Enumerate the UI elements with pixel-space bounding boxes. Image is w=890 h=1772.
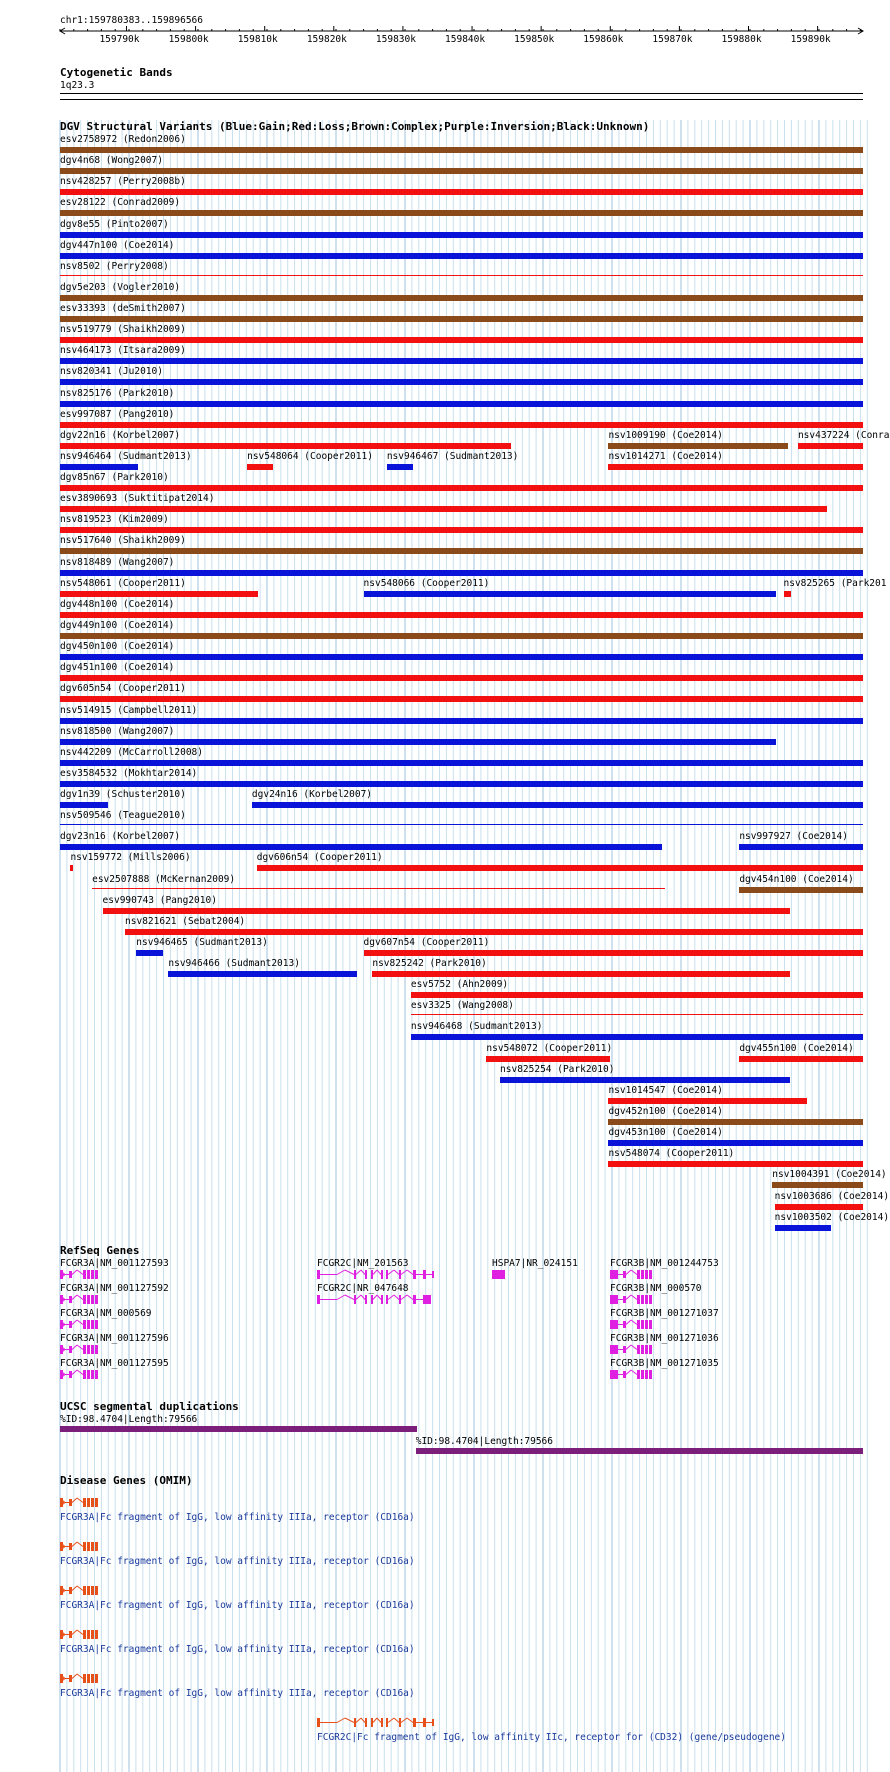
sv-label[interactable]: esv3890693 (Suktitipat2014) xyxy=(60,493,215,505)
sv-label[interactable]: nsv819523 (Kim2009) xyxy=(60,514,169,526)
refseq-gene-label[interactable]: FCGR3A|NM_001127596 xyxy=(60,1333,169,1344)
ruler-tick-label: 159830k xyxy=(375,34,416,45)
sv-label[interactable]: esv3584532 (Mokhtar2014) xyxy=(60,767,198,779)
sv-label[interactable]: nsv825176 (Park2010) xyxy=(60,387,175,399)
sv-label[interactable]: esv2507888 (McKernan2009) xyxy=(92,873,236,885)
ruler-tick-label: 159880k xyxy=(721,34,762,45)
sv-label[interactable]: dgv85n67 (Park2010) xyxy=(60,472,169,484)
sv-label[interactable]: dgv24n16 (Korbel2007) xyxy=(251,789,373,801)
sv-label[interactable]: dgv23n16 (Korbel2007) xyxy=(60,831,181,843)
sv-label[interactable]: dgv447n100 (Coe2014) xyxy=(60,239,175,251)
refseq-gene-label[interactable]: FCGR3B|NM_001271036 xyxy=(610,1333,719,1344)
ruler-tick-label: 159840k xyxy=(445,34,486,45)
sv-label[interactable]: dgv5e203 (Vogler2010) xyxy=(60,281,181,293)
ruler-tick-label: 159890k xyxy=(790,34,831,45)
sv-label[interactable]: nsv1004391 (Coe2014) xyxy=(772,1169,887,1181)
sv-label[interactable]: nsv825254 (Park2010) xyxy=(500,1063,615,1075)
refseq-gene-label[interactable]: FCGR3B|NM_001271037 xyxy=(610,1308,719,1319)
sv-label[interactable]: esv28122 (Conrad2009) xyxy=(60,197,181,209)
sv-label[interactable]: dgv452n100 (Coe2014) xyxy=(608,1105,723,1117)
sv-label[interactable]: dgv22n16 (Korbel2007) xyxy=(60,429,181,441)
sv-label[interactable]: dgv454n100 (Coe2014) xyxy=(739,873,854,885)
segdup-label[interactable]: %ID:98.4704|Length:79566 xyxy=(415,1436,553,1447)
refseq-gene-label[interactable]: FCGR2C|NR_047648 xyxy=(317,1283,409,1294)
sv-label[interactable]: esv3325 (Wang2008) xyxy=(410,1000,514,1012)
refseq-gene-label[interactable]: FCGR3A|NM_000569 xyxy=(60,1308,152,1319)
refseq-gene-label[interactable]: FCGR2C|NM_201563 xyxy=(317,1258,409,1269)
sv-label[interactable]: esv5752 (Ahn2009) xyxy=(410,979,509,991)
sv-label[interactable]: nsv997927 (Coe2014) xyxy=(739,831,848,843)
omim-gene-label[interactable]: FCGR2C|Fc fragment of IgG, low affinity IIc, receptor for (CD32) (gene/pseudogene) xyxy=(317,1732,786,1743)
sv-label[interactable]: esv2758972 (Redon2006) xyxy=(60,134,186,145)
ruler-tick-label: 159800k xyxy=(168,34,209,45)
omim-gene-label[interactable]: FCGR3A|Fc fragment of IgG, low affinity IIIa, receptor (CD16a) xyxy=(60,1556,415,1567)
omim-gene-label[interactable]: FCGR3A|Fc fragment of IgG, low affinity IIIa, receptor (CD16a) xyxy=(60,1644,415,1655)
sv-label[interactable]: nsv1014547 (Coe2014) xyxy=(608,1084,723,1096)
sv-label[interactable]: nsv946468 (Sudmant2013) xyxy=(410,1021,543,1033)
sv-label[interactable]: nsv946466 (Sudmant2013) xyxy=(168,958,300,970)
refseq-gene-label[interactable]: FCGR3B|NM_001244753 xyxy=(610,1258,719,1269)
sv-label[interactable]: dgv450n100 (Coe2014) xyxy=(60,641,175,653)
sv-label[interactable]: dgv455n100 (Coe2014) xyxy=(739,1042,854,1054)
refseq-gene-label[interactable]: FCGR3A|NM_001127592 xyxy=(60,1283,169,1294)
sv-label[interactable]: nsv825242 (Park2010) xyxy=(372,958,487,970)
sv-label[interactable]: nsv1009190 (Coe2014) xyxy=(608,429,723,441)
sv-label[interactable]: esv33393 (deSmith2007) xyxy=(60,303,186,315)
refseq-gene-label[interactable]: HSPA7|NR_024151 xyxy=(492,1258,578,1269)
omim-gene-label[interactable]: FCGR3A|Fc fragment of IgG, low affinity IIIa, receptor (CD16a) xyxy=(60,1688,415,1699)
dgv-track-title: DGV Structural Variants (Blue:Gain;Red:Loss;Brown:Complex;Purple:Inversion;Black:Unknown) xyxy=(60,120,650,133)
sv-label[interactable]: dgv453n100 (Coe2014) xyxy=(608,1127,723,1139)
sv-label[interactable]: dgv605n54 (Cooper2011) xyxy=(60,683,186,695)
sv-label[interactable]: dgv449n100 (Coe2014) xyxy=(60,619,175,631)
sv-label[interactable]: nsv548074 (Cooper2011) xyxy=(608,1148,735,1160)
ruler-tick-label: 159820k xyxy=(306,34,347,45)
sv-label[interactable]: nsv1014271 (Coe2014) xyxy=(608,450,723,462)
sv-label[interactable]: nsv437224 (Conra xyxy=(797,429,890,441)
sv-label[interactable]: nsv825265 (Park201 xyxy=(783,577,887,589)
cytoband-track-title: Cytogenetic Bands xyxy=(60,66,173,79)
sv-label[interactable]: nsv159772 (Mills2006) xyxy=(70,852,191,864)
ruler-tick-label: 159790k xyxy=(99,34,140,45)
omim-track-title: Disease Genes (OMIM) xyxy=(60,1474,193,1487)
sv-label[interactable]: dgv448n100 (Coe2014) xyxy=(60,598,175,610)
sv-label[interactable]: nsv8502 (Perry2008) xyxy=(60,260,169,272)
sv-label[interactable]: nsv548064 (Cooper2011) xyxy=(247,450,373,462)
refseq-gene-label[interactable]: FCGR3B|NM_001271035 xyxy=(610,1358,719,1369)
sv-label[interactable]: nsv428257 (Perry2008b) xyxy=(60,176,186,188)
sv-label[interactable]: nsv946467 (Sudmant2013) xyxy=(386,450,519,462)
sv-label[interactable]: nsv821621 (Sebat2004) xyxy=(125,915,246,927)
ruler-tick-label: 159850k xyxy=(514,34,555,45)
sv-label[interactable]: nsv548066 (Cooper2011) xyxy=(363,577,490,589)
sv-label[interactable]: dgv8e55 (Pinto2007) xyxy=(60,218,169,230)
ruler-coordinate-label: chr1:159780383..159896566 xyxy=(60,15,203,26)
refseq-gene-label[interactable]: FCGR3A|NM_001127593 xyxy=(60,1258,169,1269)
sv-label[interactable]: esv990743 (Pang2010) xyxy=(102,894,217,906)
ruler-tick-label: 159810k xyxy=(237,34,278,45)
sv-label[interactable]: esv997087 (Pang2010) xyxy=(60,408,175,420)
sv-label[interactable]: nsv946464 (Sudmant2013) xyxy=(60,450,192,462)
sv-label[interactable]: dgv607n54 (Cooper2011) xyxy=(363,936,490,948)
ruler-tick-label: 159860k xyxy=(583,34,624,45)
sv-label[interactable]: nsv1003686 (Coe2014) xyxy=(774,1190,890,1202)
sv-label[interactable]: nsv514915 (Campbell2011) xyxy=(60,704,198,716)
sv-label[interactable]: dgv4n68 (Wong2007) xyxy=(60,155,163,167)
sv-label[interactable]: nsv519779 (Shaikh2009) xyxy=(60,324,186,336)
sv-label[interactable]: nsv464173 (Itsara2009) xyxy=(60,345,186,357)
cytoband-label: 1q23.3 xyxy=(60,80,95,91)
omim-gene-label[interactable]: FCGR3A|Fc fragment of IgG, low affinity IIIa, receptor (CD16a) xyxy=(60,1600,415,1611)
sv-label[interactable]: dgv451n100 (Coe2014) xyxy=(60,662,175,674)
refseq-track-title: RefSeq Genes xyxy=(60,1244,140,1257)
ruler-tick-label: 159870k xyxy=(652,34,693,45)
sv-label[interactable]: nsv1003502 (Coe2014) xyxy=(774,1211,890,1223)
refseq-gene-label[interactable]: FCGR3A|NM_001127595 xyxy=(60,1358,169,1369)
sv-label[interactable]: nsv509546 (Teague2010) xyxy=(60,810,186,822)
sv-label[interactable]: nsv946465 (Sudmant2013) xyxy=(136,936,268,948)
sv-label[interactable]: nsv818489 (Wang2007) xyxy=(60,556,175,568)
sv-label[interactable]: nsv442209 (McCarroll2008) xyxy=(60,746,203,758)
sv-label[interactable]: nsv548061 (Cooper2011) xyxy=(60,577,186,589)
sv-label[interactable]: dgv1n39 (Schuster2010) xyxy=(60,789,186,801)
sv-label[interactable]: nsv820341 (Ju2010) xyxy=(60,366,163,378)
sv-label[interactable]: dgv606n54 (Cooper2011) xyxy=(256,852,383,864)
segdup-track-title: UCSC segmental duplications xyxy=(60,1400,239,1413)
omim-gene-label[interactable]: FCGR3A|Fc fragment of IgG, low affinity IIIa, receptor (CD16a) xyxy=(60,1512,415,1523)
sv-label[interactable]: nsv818500 (Wang2007) xyxy=(60,725,175,737)
segdup-label[interactable]: %ID:98.4704|Length:79566 xyxy=(60,1414,198,1425)
sv-label[interactable]: nsv548072 (Cooper2011) xyxy=(486,1042,613,1054)
sv-label[interactable]: nsv517640 (Shaikh2009) xyxy=(60,535,186,547)
refseq-gene-label[interactable]: FCGR3B|NM_000570 xyxy=(610,1283,702,1294)
